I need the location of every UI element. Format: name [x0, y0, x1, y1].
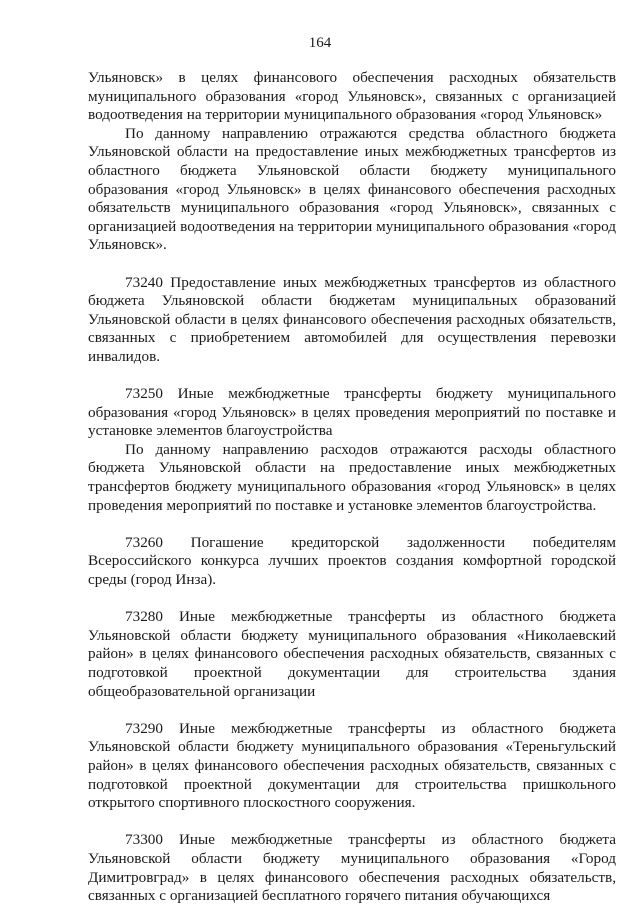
paragraph-73290: 73290 Иные межбюджетные трансферты из областного бюджета Ульяновской области бюджету муниципального образования «Тереньгульский район» в целях финансового обеспечения расходных обязательств, связанных с подготовкой проектной документации для строительства пришкольного открытого спортивного плоскостного сооружения. — [88, 719, 616, 812]
paragraph-73260: 73260 Погашение кредиторской задолженности победителям Всероссийского конкурса лучших проектов создания комфортной городской среды (город Инза). — [88, 533, 616, 589]
document-body — [88, 69, 616, 906]
paragraph-73250: 73250 Иные межбюджетные трансферты бюджету муниципального образования «город Ульяновск» в целях проведения мероприятий по поставке и установке элементов благоустройства — [88, 385, 616, 440]
paragraph: По данному направлению расходов отражаются расходы областного бюджета Ульяновской области на предоставление иных межбюджетных трансфертов бюджету муниципального образования «город Ульяновск» в целях проведения мероприятий по поставке и установке элементов благоустройства. — [88, 440, 616, 514]
paragraph-73280: 73280 Иные межбюджетные трансферты из областного бюджета Ульяновской области бюджету муниципального образования «Николаевский район» в целях финансового обеспечения расходных обязательств, связанных с подготовкой проектной документации для строительства здания общеобразовательной организации — [88, 608, 616, 700]
paragraph-73300: 73300 Иные межбюджетные трансферты из областного бюджета Ульяновской области бюджету муниципального образования «Город Димитровград» в целях финансового обеспечения расходных обязательств, связанных с организацией бесплатного горячего питания обучающихся — [88, 831, 616, 905]
paragraph-continuation: Ульяновск» в целях финансового обеспечения расходных обязательств муниципального образования «город Ульяновск», связанных с организацией водоотведения на территории муниципального образования «город Ульяновск» — [88, 69, 616, 124]
paragraph: По данному направлению отражаются средства областного бюджета Ульяновской области на предоставление иных межбюджетных трансфертов из областного бюджета Ульяновской области бюджету муниципального образования «город Ульяновск» в целях финансового обеспечения расходных обязательств муниципального образования «город Ульяновск», связанных с организацией водоотведения на территории муниципального образования «город Ульяновск». — [88, 124, 616, 254]
paragraph-73240: 73240 Предоставление иных межбюджетных трансфертов из областного бюджета Ульяновской области бюджетам муниципальных образований Ульяновской области в целях финансового обеспечения расходных обязательств, связанных с приобретением автомобилей для осуществления перевозки инвалидов. — [88, 273, 616, 365]
page-number: 164 — [308, 35, 332, 51]
